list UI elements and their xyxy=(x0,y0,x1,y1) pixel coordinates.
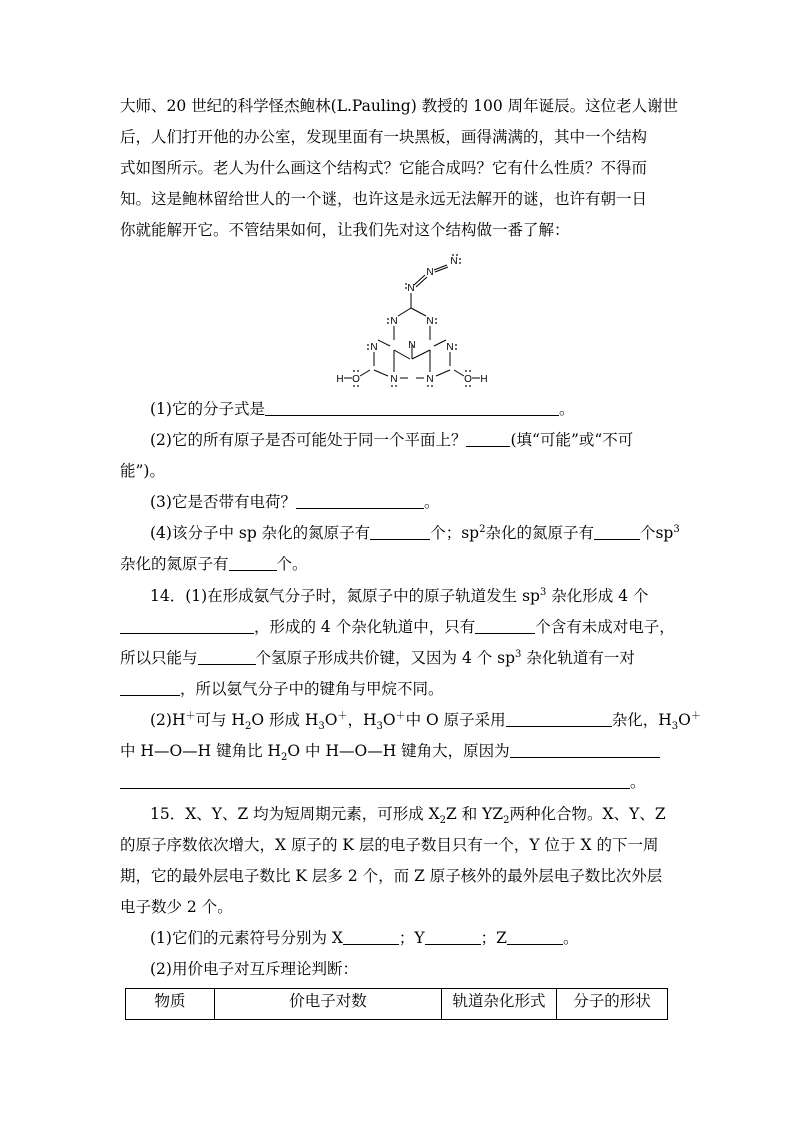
q13-part2-line2: 能”)。 xyxy=(120,462,165,480)
q13-part1: (1)它的分子式是 。 xyxy=(150,400,575,418)
q15-line1: 15．X、Y、Z 均为短周期元素，可形成 $X_2Z$ 和 $YZ_2$两种化合物。X、Y、Z xyxy=(150,805,666,827)
vsepr-table xyxy=(125,988,668,1020)
ring-n-far-left-label: N xyxy=(370,342,378,353)
q14-part2-line3: 。 xyxy=(120,772,646,792)
q13-part3: (3)它是否带有电荷？ 。 xyxy=(150,493,440,511)
ring-n-right-label: N xyxy=(426,316,434,327)
table-header-row xyxy=(126,989,668,1020)
intro-line-5: 你就能解开它。不管结果如何，让我们先对这个结构做一番了解： xyxy=(120,221,570,239)
hydrogen-right-label: H xyxy=(480,374,488,385)
azide-n1-label: N xyxy=(407,283,415,294)
q13-part4: (4)该分子中 sp 杂化的氮原子有 个；$sp^2$杂化的氮原子有 个$sp^3$ xyxy=(150,523,680,542)
q14-blank-reason[interactable] xyxy=(510,742,660,758)
q14-blank-hydrogen[interactable] xyxy=(198,649,256,665)
q13-part4-blank-sp2[interactable] xyxy=(594,524,640,540)
q15-blank-z[interactable] xyxy=(507,929,563,945)
pauling-structure-diagram xyxy=(330,248,500,390)
q15-part1: (1)它们的元素符号分别为 X ；Y ；Z 。 xyxy=(150,929,579,947)
q15-blank-x[interactable] xyxy=(343,929,399,945)
ring-n-far-right-label: N xyxy=(446,342,454,353)
intro-line-2: 后，人们打开他的办公室，发现里面有一块黑板，画得满满的，其中一个结构 xyxy=(120,128,648,146)
table-header-hybridization: 轨道杂化形式 xyxy=(442,989,557,1020)
q13-part4-line2: 杂化的氮原子有 个。 xyxy=(120,555,308,573)
q14-part2-line2: 中 H—O—H 键角比 $H_2O$ 中 H—O—H 键角大，原因为 xyxy=(120,741,660,761)
q14-part2-line1: (2)H＋可与 $H_2O$ 形成 $H_3O^+$，$H_3O^+$中 O 原子采用 杂化，$H_3O^+$ xyxy=(150,710,701,733)
q13-part4-blank-sp3[interactable] xyxy=(229,555,277,571)
q14-line1: 14．(1)在形成氨气分子时，氮原子中的原子轨道发生 $sp^3$ 杂化形成 4 个 xyxy=(150,586,649,605)
hydrogen-left-label: H xyxy=(336,374,344,385)
q15-blank-y[interactable] xyxy=(425,929,481,945)
q14-blank-hybridization[interactable] xyxy=(506,711,612,727)
q14-line3: 所以只能与 个氢原子形成共价键，又因为 4 个 $sp^3$ 杂化轨道有一对 xyxy=(120,648,635,667)
q14-blank-reason-cont[interactable] xyxy=(120,773,630,789)
intro-line-1: 大师、20 世纪的科学怪杰鲍林(L.Pauling) 教授的 100 周年诞辰。这位老人谢世 xyxy=(120,97,679,115)
table-header-valence-pairs: 价电子对数 xyxy=(215,989,442,1020)
q15-part2: (2)用价电子对互斥理论判断： xyxy=(150,960,358,978)
q13-part4-blank-sp[interactable] xyxy=(370,524,430,540)
table-header-substance: 物质 xyxy=(126,989,215,1020)
oxygen-left-label: O xyxy=(352,374,360,385)
ring-n-bottom-right-label: N xyxy=(426,374,434,385)
ring-n-bottom-left-label: N xyxy=(390,374,398,385)
intro-line-4: 知。这是鲍林留给世人的一个谜，也许这是永远无法解开的谜，也许有朝一日 xyxy=(120,190,648,208)
q15-line3: 期，它的最外层电子数比 K 层多 2 个，而 Z 原子核外的最外层电子数比次外层 xyxy=(120,867,663,885)
oxygen-right-label: O xyxy=(464,374,472,385)
intro-line-3: 式如图所示。老人为什么画这个结构式？它能合成吗？它有什么性质？不得而 xyxy=(120,159,648,177)
q13-part2-blank[interactable] xyxy=(466,431,510,447)
q14-line4: ，所以氨气分子中的键角与甲烷不同。 xyxy=(120,679,444,699)
q14-line2: ，形成的 4 个杂化轨道中，只有 个含有未成对电子， xyxy=(120,617,675,637)
q13-part3-blank[interactable] xyxy=(296,493,424,509)
q13-part1-blank[interactable] xyxy=(265,400,559,416)
table-header-shape: 分子的形状 xyxy=(557,989,668,1020)
q14-blank-orbitals[interactable] xyxy=(120,618,254,634)
q14-blank-lone-pair[interactable] xyxy=(120,680,180,696)
azide-n3-label: N xyxy=(450,256,458,267)
azide-n2-label: N xyxy=(426,267,434,278)
q15-line2: 的原子序数依次增大，X 原子的 K 层的电子数目只有一个，Y 位于 X 的下一周 xyxy=(120,836,659,854)
ring-n-center-label: N xyxy=(408,340,416,351)
q13-part2: (2)它的所有原子是否可能处于同一个平面上？ (填“可能”或“不可 xyxy=(150,431,634,449)
ring-n-left-label: N xyxy=(390,316,398,327)
q14-blank-unpaired[interactable] xyxy=(475,618,535,634)
q15-line4: 电子数少 2 个。 xyxy=(120,898,233,916)
